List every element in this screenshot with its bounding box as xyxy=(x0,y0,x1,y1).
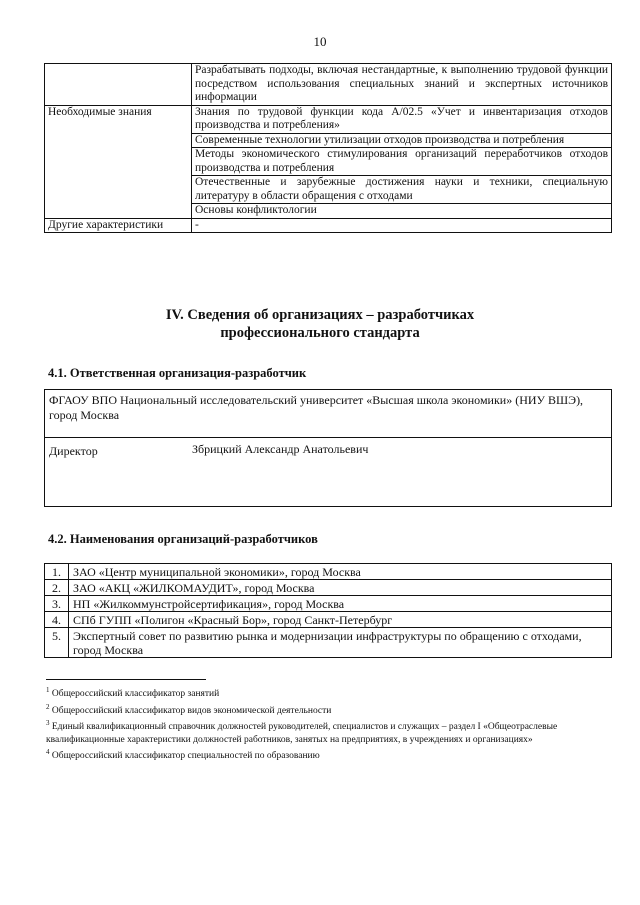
section-iv-title-line2: профессионального стандарта xyxy=(220,325,420,341)
section-iv-title-line1: IV. Сведения об организациях – разработчиках xyxy=(165,307,475,323)
footnote xyxy=(46,701,601,718)
row-label: Необходимые знания xyxy=(45,105,192,218)
table-row xyxy=(45,564,612,580)
footnote-mark: 4 xyxy=(46,748,50,757)
table-cell: - xyxy=(192,218,612,233)
row-number: 4. xyxy=(45,612,69,628)
footnote-text: Общероссийский классификатор специальностей по образованию xyxy=(51,751,320,762)
table-row xyxy=(45,612,612,628)
row-number: 3. xyxy=(45,596,69,612)
footnote-mark: 1 xyxy=(46,686,50,694)
org-name-cell: ЗАО «Центр муниципальной экономики», город Москва xyxy=(69,564,612,580)
page-number: 10 xyxy=(313,34,327,49)
org-name: ФГАОУ ВПО Национальный исследовательский университет «Высшая школа экономики» (НИУ ВШЭ), город Москва xyxy=(49,393,584,422)
row-number: 2. xyxy=(45,580,69,596)
table-cell: Методы экономического стимулирования организаций переработчиков отходов производства и потребления xyxy=(192,148,612,176)
table-cell: Разрабатывать подходы, включая нестандартные, к выполнению трудовой функции посредством использования специальных знаний и экспертных источников информации xyxy=(192,64,612,106)
orgs-table xyxy=(44,563,612,658)
section-4-1-title: 4.1. Ответственная организация-разработчик xyxy=(48,366,307,380)
footnote-text: Общероссийский классификатор видов экономической деятельности xyxy=(51,705,332,716)
table-cell: Основы конфликтологии xyxy=(192,204,612,219)
table-row xyxy=(45,64,612,106)
table-row xyxy=(45,580,612,596)
org-role: Директор xyxy=(49,444,98,458)
divider xyxy=(45,437,611,438)
row-label xyxy=(45,64,192,106)
table-row xyxy=(45,218,612,233)
org-name-cell: ЗАО «АКЦ «ЖИЛКОМАУДИТ», город Москва xyxy=(69,580,612,596)
footnote-separator xyxy=(46,679,206,680)
row-number: 1. xyxy=(45,564,69,580)
section-4-2-title: 4.2. Наименования организаций-разработчиков xyxy=(48,532,318,546)
footnote-mark: 2 xyxy=(46,702,50,711)
org-person: Збрицкий Александр Анатольевич xyxy=(192,442,369,456)
requirements-table xyxy=(44,63,612,233)
org-name-cell: НП «Жилкоммунстройсертификация», город Москва xyxy=(69,596,612,612)
footnote xyxy=(46,684,601,701)
table-cell: Знания по трудовой функции кода А/02.5 «Учет и инвентаризация отходов производства и потребления» xyxy=(192,105,612,133)
footnote xyxy=(46,717,601,746)
footnotes xyxy=(46,684,601,763)
org-name-cell: Экспертный совет по развитию рынка и модернизации инфраструктуры по обращению с отходами, город Москва xyxy=(69,628,612,658)
row-label: Другие характеристики xyxy=(45,218,192,233)
table-row xyxy=(45,105,612,133)
table-cell: Современные технологии утилизации отходов производства и потребления xyxy=(192,133,612,148)
responsible-org-box xyxy=(44,389,612,507)
footnote-text: Общероссийский классификатор занятий xyxy=(51,689,220,700)
footnote-text: Единый квалификационный справочник должностей руководителей, специалистов и служащих – раздел I «Общеотраслевые квалификационные характеристики должностей работников, занятых на предприятиях, в учреждениях и организациях» xyxy=(46,722,558,745)
table-row xyxy=(45,596,612,612)
footnote xyxy=(46,746,601,763)
table-cell: Отечественные и зарубежные достижения науки и техники, специальную литературу в области обращения с отходами xyxy=(192,176,612,204)
row-number: 5. xyxy=(45,628,69,658)
table-row xyxy=(45,628,612,658)
org-name-cell: СПб ГУПП «Полигон «Красный Бор», город Санкт-Петербург xyxy=(69,612,612,628)
footnote-mark: 3 xyxy=(46,719,50,728)
section-iv-title xyxy=(60,306,580,342)
